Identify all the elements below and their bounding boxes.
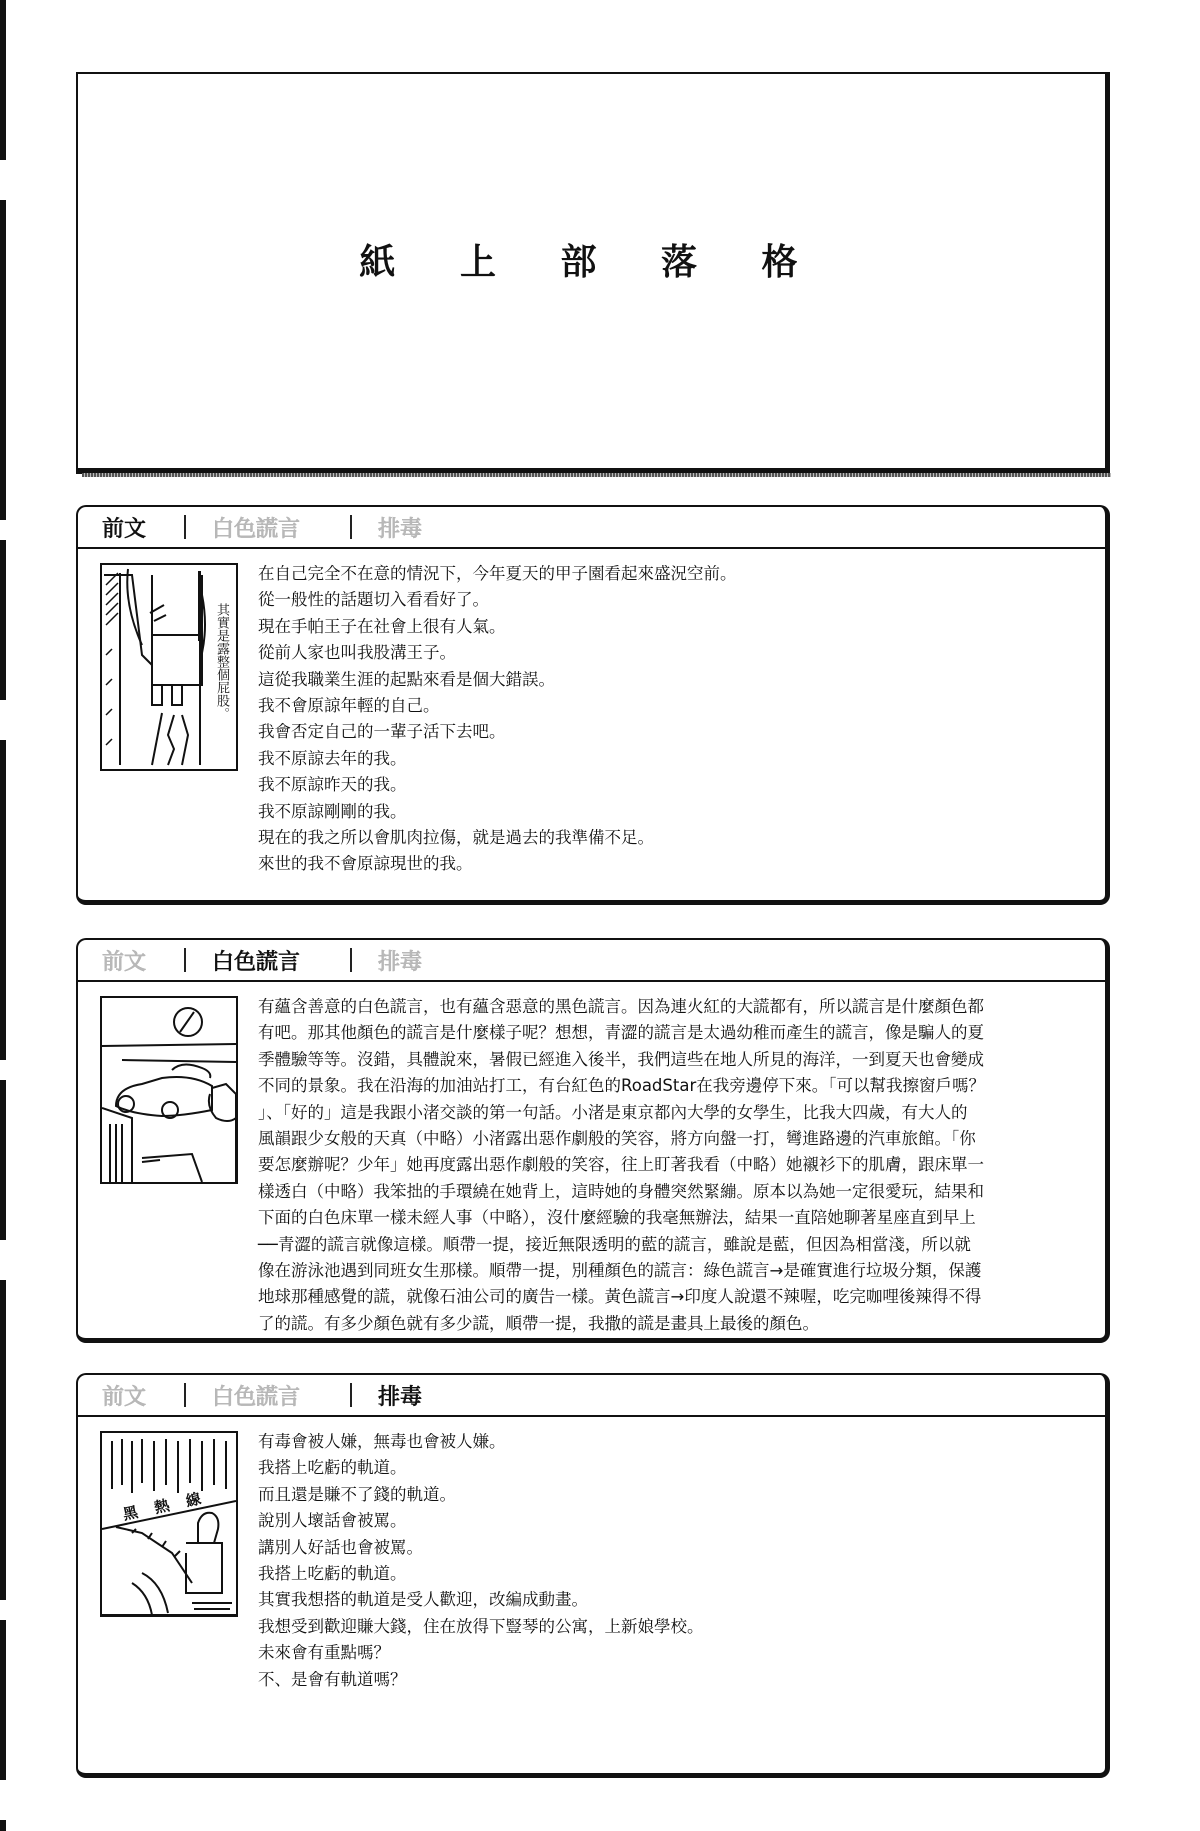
panel-header [78,1375,1105,1417]
text-line: 我搭上吃虧的軌道。 [258,1564,407,1584]
tab-preface[interactable]: 前文 [102,949,147,975]
illustration-car [100,996,238,1184]
text-line: 現在的我之所以會肌肉拉傷，就是過去的我準備不足。 [258,828,654,848]
text-line: 說別人壞話會被罵。 [258,1511,407,1531]
text-line: 有吧。那其他顏色的謊言是什麼樣子呢？想想，青澀的謊言是太過幼稚而產生的謊言，像是騙人的夏 [258,1023,984,1043]
page-title: 紙 上 部 落 格 [359,242,824,283]
panel-white-lie [76,938,1110,1343]
text-line: 要怎麼辦呢？少年」她再度露出惡作劇般的笑容，往上盯著我看（中略）她襯衫下的肌膚，跟床單一 [258,1155,984,1175]
text-line: 來世的我不會原諒現世的我。 [258,854,473,874]
panel-header [78,940,1105,982]
text-line: 下面的白色床單一樣未經人事（中略），沒什麼經驗的我毫無辦法，結果一直陪她聊著星座直到早上 [258,1208,976,1228]
panel-detox [76,1373,1110,1778]
tab-white-lie[interactable]: 白色謊言 [212,949,301,975]
tab-divider [184,1383,186,1407]
tab-divider [184,515,186,539]
panel-text [258,994,1087,1337]
tab-detox[interactable]: 排毒 [378,516,423,542]
panel-text [258,561,1087,878]
illustration-shorts [100,563,238,771]
text-line: 」、「好的」這是我跟小渚交談的第一句話。小渚是東京都內大學的女學生，比我大四歲，有大人的 [258,1102,968,1122]
text-line: 現在手帕王子在社會上很有人氣。 [258,616,506,636]
text-line: ──青澀的謊言就像這樣。順帶一提，接近無限透明的藍的謊言，雖說是藍，但因為相當淺，所以就 [258,1234,971,1254]
illustration-sign: 黑 熱 線 [121,1488,209,1524]
text-line: 我搭上吃虧的軌道。 [258,1458,407,1478]
text-line: 我不原諒昨天的我。 [258,775,407,795]
text-line: 季體驗等等。沒錯，具體說來，暑假已經進入後半，我們這些在地人所見的海洋，一到夏天也會變成 [258,1049,984,1069]
panel-preface [76,505,1110,905]
text-line: 有毒會被人嫌，無毒也會被人嫌。 [258,1432,506,1451]
tab-white-lie[interactable]: 白色謊言 [212,1384,301,1410]
tab-preface[interactable]: 前文 [102,516,147,542]
text-line: 像在游泳池遇到同班女生那樣。順帶一提，別種顏色的謊言：綠色謊言→是確實進行垃圾分類，保護 [258,1261,982,1281]
text-line: 不同的景象。我在沿海的加油站打工，有台紅色的RoadStar在我旁邊停下來。「可以幫我擦窗戶嗎？ [258,1076,985,1096]
mine-cart-drawing-icon [102,1433,236,1615]
panel-header [78,507,1105,549]
text-line: 樣透白（中略）我笨拙的手環繞在她背上，這時她的身體突然緊繃。原本以為她一定很愛玩，結果和 [258,1181,984,1201]
illustration-caption: 其實是露整個屁股。 [214,603,229,720]
page-binding-edge [0,0,6,1831]
text-line: 我不原諒去年的我。 [258,748,407,768]
text-line: 從一般性的話題切入看看好了。 [258,590,489,610]
tab-detox[interactable]: 排毒 [378,949,423,975]
illustration-mine-cart [100,1431,238,1617]
tab-divider [350,515,352,539]
panel-text [258,1429,1087,1693]
title-box-shadow [82,473,1111,477]
text-line: 風韻跟少女般的天真（中略）小渚露出惡作劇般的笑容，將方向盤一打，彎進路邊的汽車旅館。「你 [258,1129,976,1149]
car-drawing-icon [102,998,236,1182]
text-line: 我會否定自己的一輩子活下去吧。 [258,722,506,742]
text-line: 在自己完全不在意的情況下，今年夏天的甲子園看起來盛況空前。 [258,564,737,583]
text-line: 我不原諒剛剛的我。 [258,801,407,821]
text-line: 這從我職業生涯的起點來看是個大錯誤。 [258,669,555,689]
text-line: 了的謊。有多少顏色就有多少謊，順帶一提，我撒的謊是畫具上最後的顏色。 [258,1313,819,1333]
text-line: 不、是會有軌道嗎？ [258,1669,407,1689]
text-line: 講別人好話也會被罵。 [258,1537,423,1557]
text-line: 從前人家也叫我股溝王子。 [258,643,456,663]
title-box [76,72,1110,474]
text-line: 其實我想搭的軌道是受人歡迎，改編成動畫。 [258,1590,588,1610]
tab-preface[interactable]: 前文 [102,1384,147,1410]
tab-divider [184,948,186,972]
tab-divider [350,1383,352,1407]
text-line: 我想受到歡迎賺大錢，住在放得下豎琴的公寓，上新娘學校。 [258,1616,704,1636]
text-line: 未來會有重點嗎？ [258,1643,390,1663]
tab-detox[interactable]: 排毒 [378,1384,423,1410]
text-line: 有蘊含善意的白色謊言，也有蘊含惡意的黑色謊言。因為連火紅的大謊都有，所以謊言是什麼顏色都 [258,997,984,1016]
tab-divider [350,948,352,972]
text-line: 我不會原諒年輕的自己。 [258,696,440,716]
text-line: 地球那種感覺的謊，就像石油公司的廣告一樣。黃色謊言→印度人說還不辣喔，吃完咖哩後辣得不得 [258,1287,982,1307]
text-line: 而且還是賺不了錢的軌道。 [258,1484,456,1504]
tab-white-lie[interactable]: 白色謊言 [212,516,301,542]
